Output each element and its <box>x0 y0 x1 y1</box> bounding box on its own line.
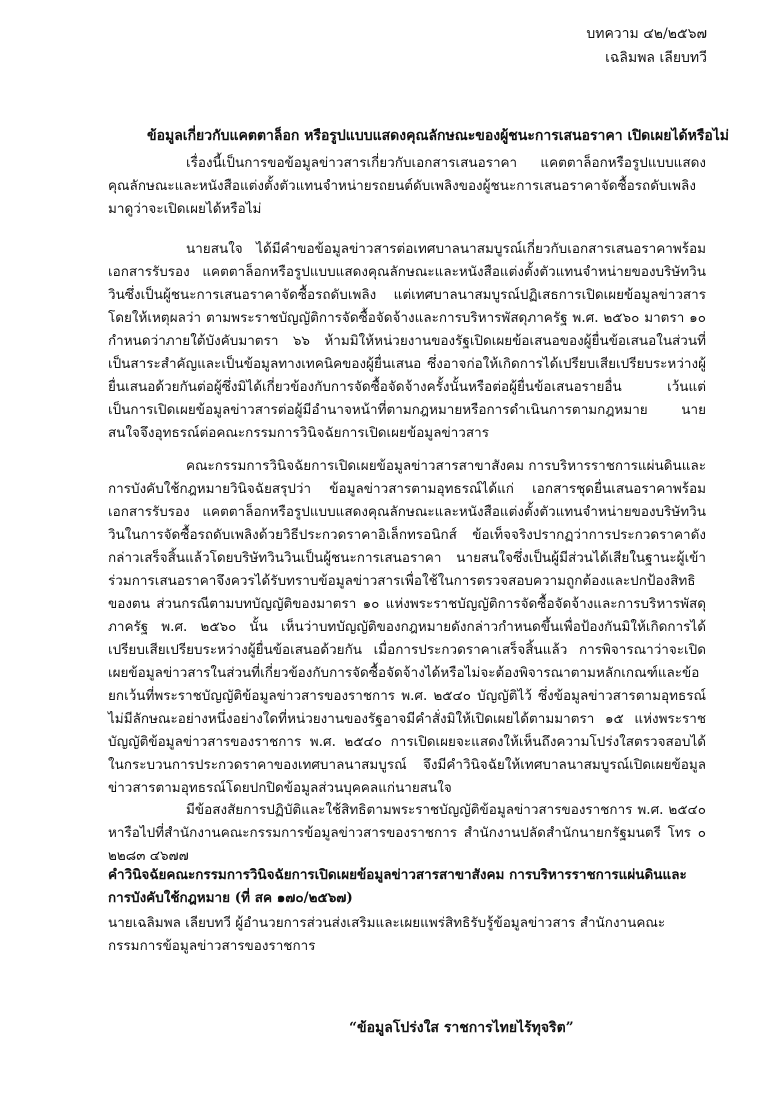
author-credit: นายเฉลิมพล เลียบทวี ผู้อำนวยการส่วนส่งเสริมและเผยแพร่สิทธิรับรู้ข้อมูลข่าวสาร สำนักงานคณะกรรมการข้อมูลข่าวสารของราชการ <box>108 915 666 954</box>
article-number: บทความ ๔๒/๒๕๖๗ <box>586 26 707 42</box>
article-author: เฉลิมพล เลียบทวี <box>605 50 707 66</box>
ruling-reference: คำวินิจฉัยคณะกรรมการวินิจฉัยการเปิดเผยข้อมูลข่าวสารสาขาสังคม การบริหารราชการแผ่นดินและการบังคับใช้กฎหมาย (ที่ สค ๑๗๐/๒๕๖๗) <box>108 867 687 906</box>
paragraph-facts: นายสนใจ ได้มีคำขอข้อมูลข่าวสารต่อเทศบาลนาสมบูรณ์เกี่ยวกับเอกสารเสนอราคาพร้อมเอกสารรับรอง แคตตาล็อกหรือรูปแบบแสดงคุณลักษณะและหนังสือแต่งตั้งตัวแทนจำหน่ายของบริษัทวินวินซึ่งเป็นผู้ชนะการเสนอราคาจัดซื้อรถดับเพลิง แต่เทศบาลนาสมบูรณ์ปฏิเสธการเปิดเผยข้อมูลข่าวสารโดยให้เหตุผลว่า ตามพระราชบัญญัติการจัดซื้อจัดจ้างและการบริหารพัสดุภาครัฐ พ.ศ. ๒๕๖๐ มาตรา ๑๐ กำหนดว่าภายใต้บังคับมาตรา ๖๖ ห้ามมิให้หน่วยงานของรัฐเปิดเผยข้อเสนอของผู้ยื่นข้อเสนอในส่วนที่เป็นสาระสำคัญและเป็นข้อมูลทางเทคนิคของผู้ยื่นเสนอ ซึ่งอาจก่อให้เกิดการได้เปรียบเสียเปรียบระหว่างผู้ยื่นเสนอด้วยกันต่อผู้ซึ่งมิได้เกี่ยวข้องกับการจัดซื้อจัดจ้างครั้งนั้นหรือต่อผู้ยื่นข้อเสนอรายอื่น เว้นแต่เป็นการเปิดเผยข้อมูลข่าวสารต่อผู้มีอำนาจหน้าที่ตามกฎหมายหรือการดำเนินการตามกฎหมาย นายสนใจจึงอุทธรณ์ต่อคณะกรรมการวินิจฉัยการเปิดเผยข้อมูลข่าวสาร <box>108 241 706 441</box>
motto: “ข้อมูลโปร่งใส ราชการไทยไร้ทุจริต” <box>349 1020 574 1036</box>
paragraph-intro: เรื่องนี้เป็นการขอข้อมูลข่าวสารเกี่ยวกับเอกสารเสนอราคา แคตตาล็อกหรือรูปแบบแสดงคุณลักษณะและหนังสือแต่งตั้งตัวแทนจำหน่ายรถยนต์ดับเพลิงของผู้ชนะการเสนอราคาจัดซื้อรถดับเพลิง มาดูว่าจะเปิดเผยได้หรือไม่ <box>108 155 706 217</box>
article-title: ข้อมูลเกี่ยวกับแคตตาล็อก หรือรูปแบบแสดงคุณลักษณะของผู้ชนะการเสนอราคา เปิดเผยได้หรือไม่ <box>147 128 730 144</box>
paragraph-contact: มีข้อสงสัยการปฏิบัติและใช้สิทธิตามพระราชบัญญัติข้อมูลข่าวสารของราชการ พ.ศ. ๒๕๔๐ หารือไปที่สำนักงานคณะกรรมการข้อมูลข่าวสารของราชการ สำนักงานปลัดสำนักนายกรัฐมนตรี โทร ๐ ๒๒๘๓ ๔๖๗๗ <box>108 802 706 864</box>
paragraph-ruling-summary: คณะกรรมการวินิจฉัยการเปิดเผยข้อมูลข่าวสารสาขาสังคม การบริหารราชการแผ่นดินและการบังคับใช้กฎหมายวินิจฉัยสรุปว่า ข้อมูลข่าวสารตามอุทธรณ์ได้แก่ เอกสารชุดยื่นเสนอราคาพร้อมเอกสารรับรอง แคตตาล็อกหรือรูปแบบแสดงคุณลักษณะและหนังสือแต่งตั้งตัวแทนจำหน่ายของบริษัทวินวินในการจัดซื้อรถดับเพลิงด้วยวิธีประกวดราคาอิเล็กทรอนิกส์ ข้อเท็จจริงปรากฏว่าการประกวดราคาดังกล่าวเสร็จสิ้นแล้วโดยบริษัทวินวินเป็นผู้ชนะการเสนอราคา นายสนใจซึ่งเป็นผู้มีส่วนได้เสียในฐานะผู้เข้าร่วมการเสนอราคาจึงควรได้รับทราบข้อมูลข่าวสารเพื่อใช้ในการตรวจสอบความถูกต้องและปกป้องสิทธิของตน ส่วนกรณีตามบทบัญญัติของมาตรา ๑๐ แห่งพระราชบัญญัติการจัดซื้อจัดจ้างและการบริหารพัสดุภาครัฐ พ.ศ. ๒๕๖๐ นั้น เห็นว่าบทบัญญัติของกฎหมายดังกล่าวกำหนดขึ้นเพื่อป้องกันมิให้เกิดการได้เปรียบเสียเปรียบระหว่างผู้ยื่นข้อเสนอด้วยกัน เมื่อการประกวดราคาเสร็จสิ้นแล้ว การพิจารณาว่าจะเปิดเผยข้อมูลข่าวสารในส่วนที่เกี่ยวข้องกับการจัดซื้อจัดจ้างได้หรือไม่จะต้องพิจารณาตามหลักเกณฑ์และข้อยกเว้นที่พระราชบัญญัติข้อมูลข่าวสารของราชการ พ.ศ. ๒๕๔๐ บัญญัติไว้ ซึ่งข้อมูลข่าวสารตามอุทธรณ์ไม่มีลักษณะอย่างหนึ่งอย่างใดที่หน่วยงานของรัฐอาจมีคำสั่งมิให้เปิดเผยได้ตามมาตรา ๑๕ แห่งพระราชบัญญัติข้อมูลข่าวสารของราชการ พ.ศ. ๒๕๔๐ การเปิดเผยจะแสดงให้เห็นถึงความโปร่งใสตรวจสอบได้ในกระบวนการประกวดราคาของเทศบาลนาสมบูรณ์ จึงมีคำวินิจฉัยให้เทศบาลนาสมบูรณ์เปิดเผยข้อมูลข่าวสารตามอุทธรณ์โดยปกปิดข้อมูลส่วนบุคคลแก่นายสนใจ <box>108 458 706 796</box>
